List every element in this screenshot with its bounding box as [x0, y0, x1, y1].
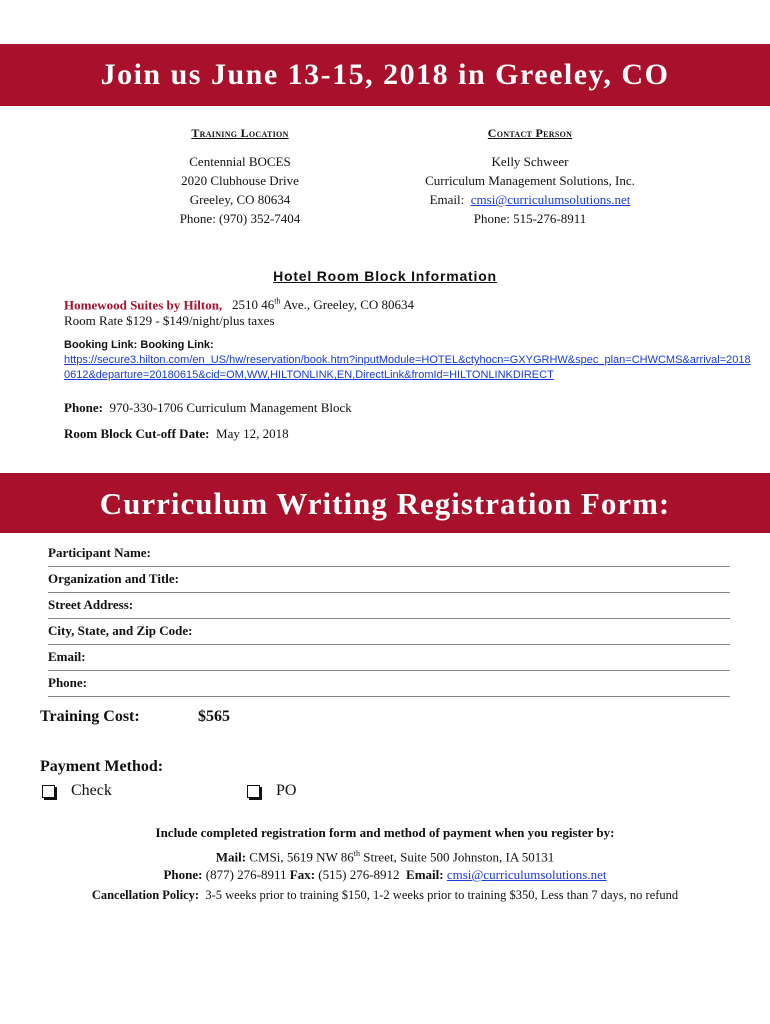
hotel-address: 2510 46th Ave., Greeley, CO 80634 [231, 297, 415, 313]
payment-option-check[interactable] [42, 782, 112, 800]
cutoff-line [64, 425, 289, 443]
email-field[interactable]: Email: [48, 645, 730, 671]
hotel-phone-line [64, 399, 352, 417]
organization-title-field[interactable]: Organization and Title: [48, 567, 730, 593]
phone-field[interactable]: Phone: [48, 671, 730, 697]
location-name: Centennial BOCES [189, 154, 291, 169]
street-address-field[interactable]: Street Address: [48, 593, 730, 619]
contact-name: Kelly Schweer [491, 154, 569, 169]
location-phone: Phone: (970) 352-7404 [179, 211, 301, 226]
cutoff-value: May 12, 2018 [216, 426, 289, 441]
hotel-name: Homewood Suites by Hilton, [64, 297, 223, 313]
footer-cancellation: Cancellation Policy: 3-5 weeks prior to training $150, 1-2 weeks prior to training $350, Less than 7 days, no refund [91, 888, 679, 902]
contact-phone: Phone: 515-276-8911 [473, 211, 587, 226]
participant-name-field[interactable]: Participant Name: [48, 541, 730, 567]
location-street: 2020 Clubhouse Drive [181, 173, 299, 188]
booking-label: Booking Link: Booking Link: [64, 339, 214, 351]
contact-email-line [390, 190, 670, 209]
footer-email-link[interactable]: cmsi@curriculumsolutions.net [446, 867, 607, 882]
hotel-rate: Room Rate $129 - $149/night/plus taxes [64, 313, 275, 328]
payment-method-label: Payment Method: [40, 758, 164, 775]
location-city: Greeley, CO 80634 [189, 192, 291, 207]
registration-form-banner: Curriculum Writing Registration Form: [0, 473, 770, 533]
checkbox-icon[interactable] [42, 785, 55, 798]
training-location [140, 124, 340, 228]
footer-instructions: Include completed registration form and method of payment when you register by: [155, 825, 615, 840]
booking-link-block [64, 338, 764, 383]
contact-person-heading: Contact Person [487, 126, 573, 140]
hotel-block-title: Hotel Room Block Information [273, 268, 497, 284]
payment-option-check-label: Check [71, 782, 112, 799]
hotel-phone-label: Phone: [64, 400, 103, 415]
contact-person [390, 124, 670, 228]
training-cost-value: $565 [198, 708, 230, 725]
training-cost-label: Training Cost: [40, 708, 140, 725]
training-location-heading: Training Location [191, 126, 289, 140]
payment-option-po[interactable] [247, 782, 296, 800]
event-banner: Join us June 13-15, 2018 in Greeley, CO [0, 44, 770, 106]
contact-email-label: Email: [429, 192, 465, 207]
registration-form [40, 541, 730, 697]
footer-mail: Mail: CMSi, 5619 NW 86th Street, Suite 500 Johnston, IA 50131 [215, 849, 555, 865]
contact-email-link[interactable]: cmsi@curriculumsolutions.net [470, 192, 631, 207]
footer-contact: Phone: (877) 276-8911 Fax: (515) 276-8912 Email: cmsi@curriculumsolutions.net [163, 867, 607, 882]
payment-option-po-label: PO [276, 782, 297, 799]
checkbox-icon[interactable] [247, 785, 260, 798]
city-state-zip-field[interactable]: City, State, and Zip Code: [48, 619, 730, 645]
cutoff-label: Room Block Cut-off Date: [64, 426, 210, 441]
hotel-phone-value: 970-330-1706 Curriculum Management Block [109, 400, 352, 415]
contact-company: Curriculum Management Solutions, Inc. [425, 173, 635, 188]
booking-url-link[interactable]: https://secure3.hilton.com/en_US/hw/reservation/book.htm?inputModule=HOTEL&ctyhocn=GXYGRHW&spec_plan=CHWCMS&arrival=20180612&departure=20180615&cid=OM,WW,HILTONLINK,EN,DirectLink&fromId=HILTONLINKDIRECT [64, 354, 751, 381]
